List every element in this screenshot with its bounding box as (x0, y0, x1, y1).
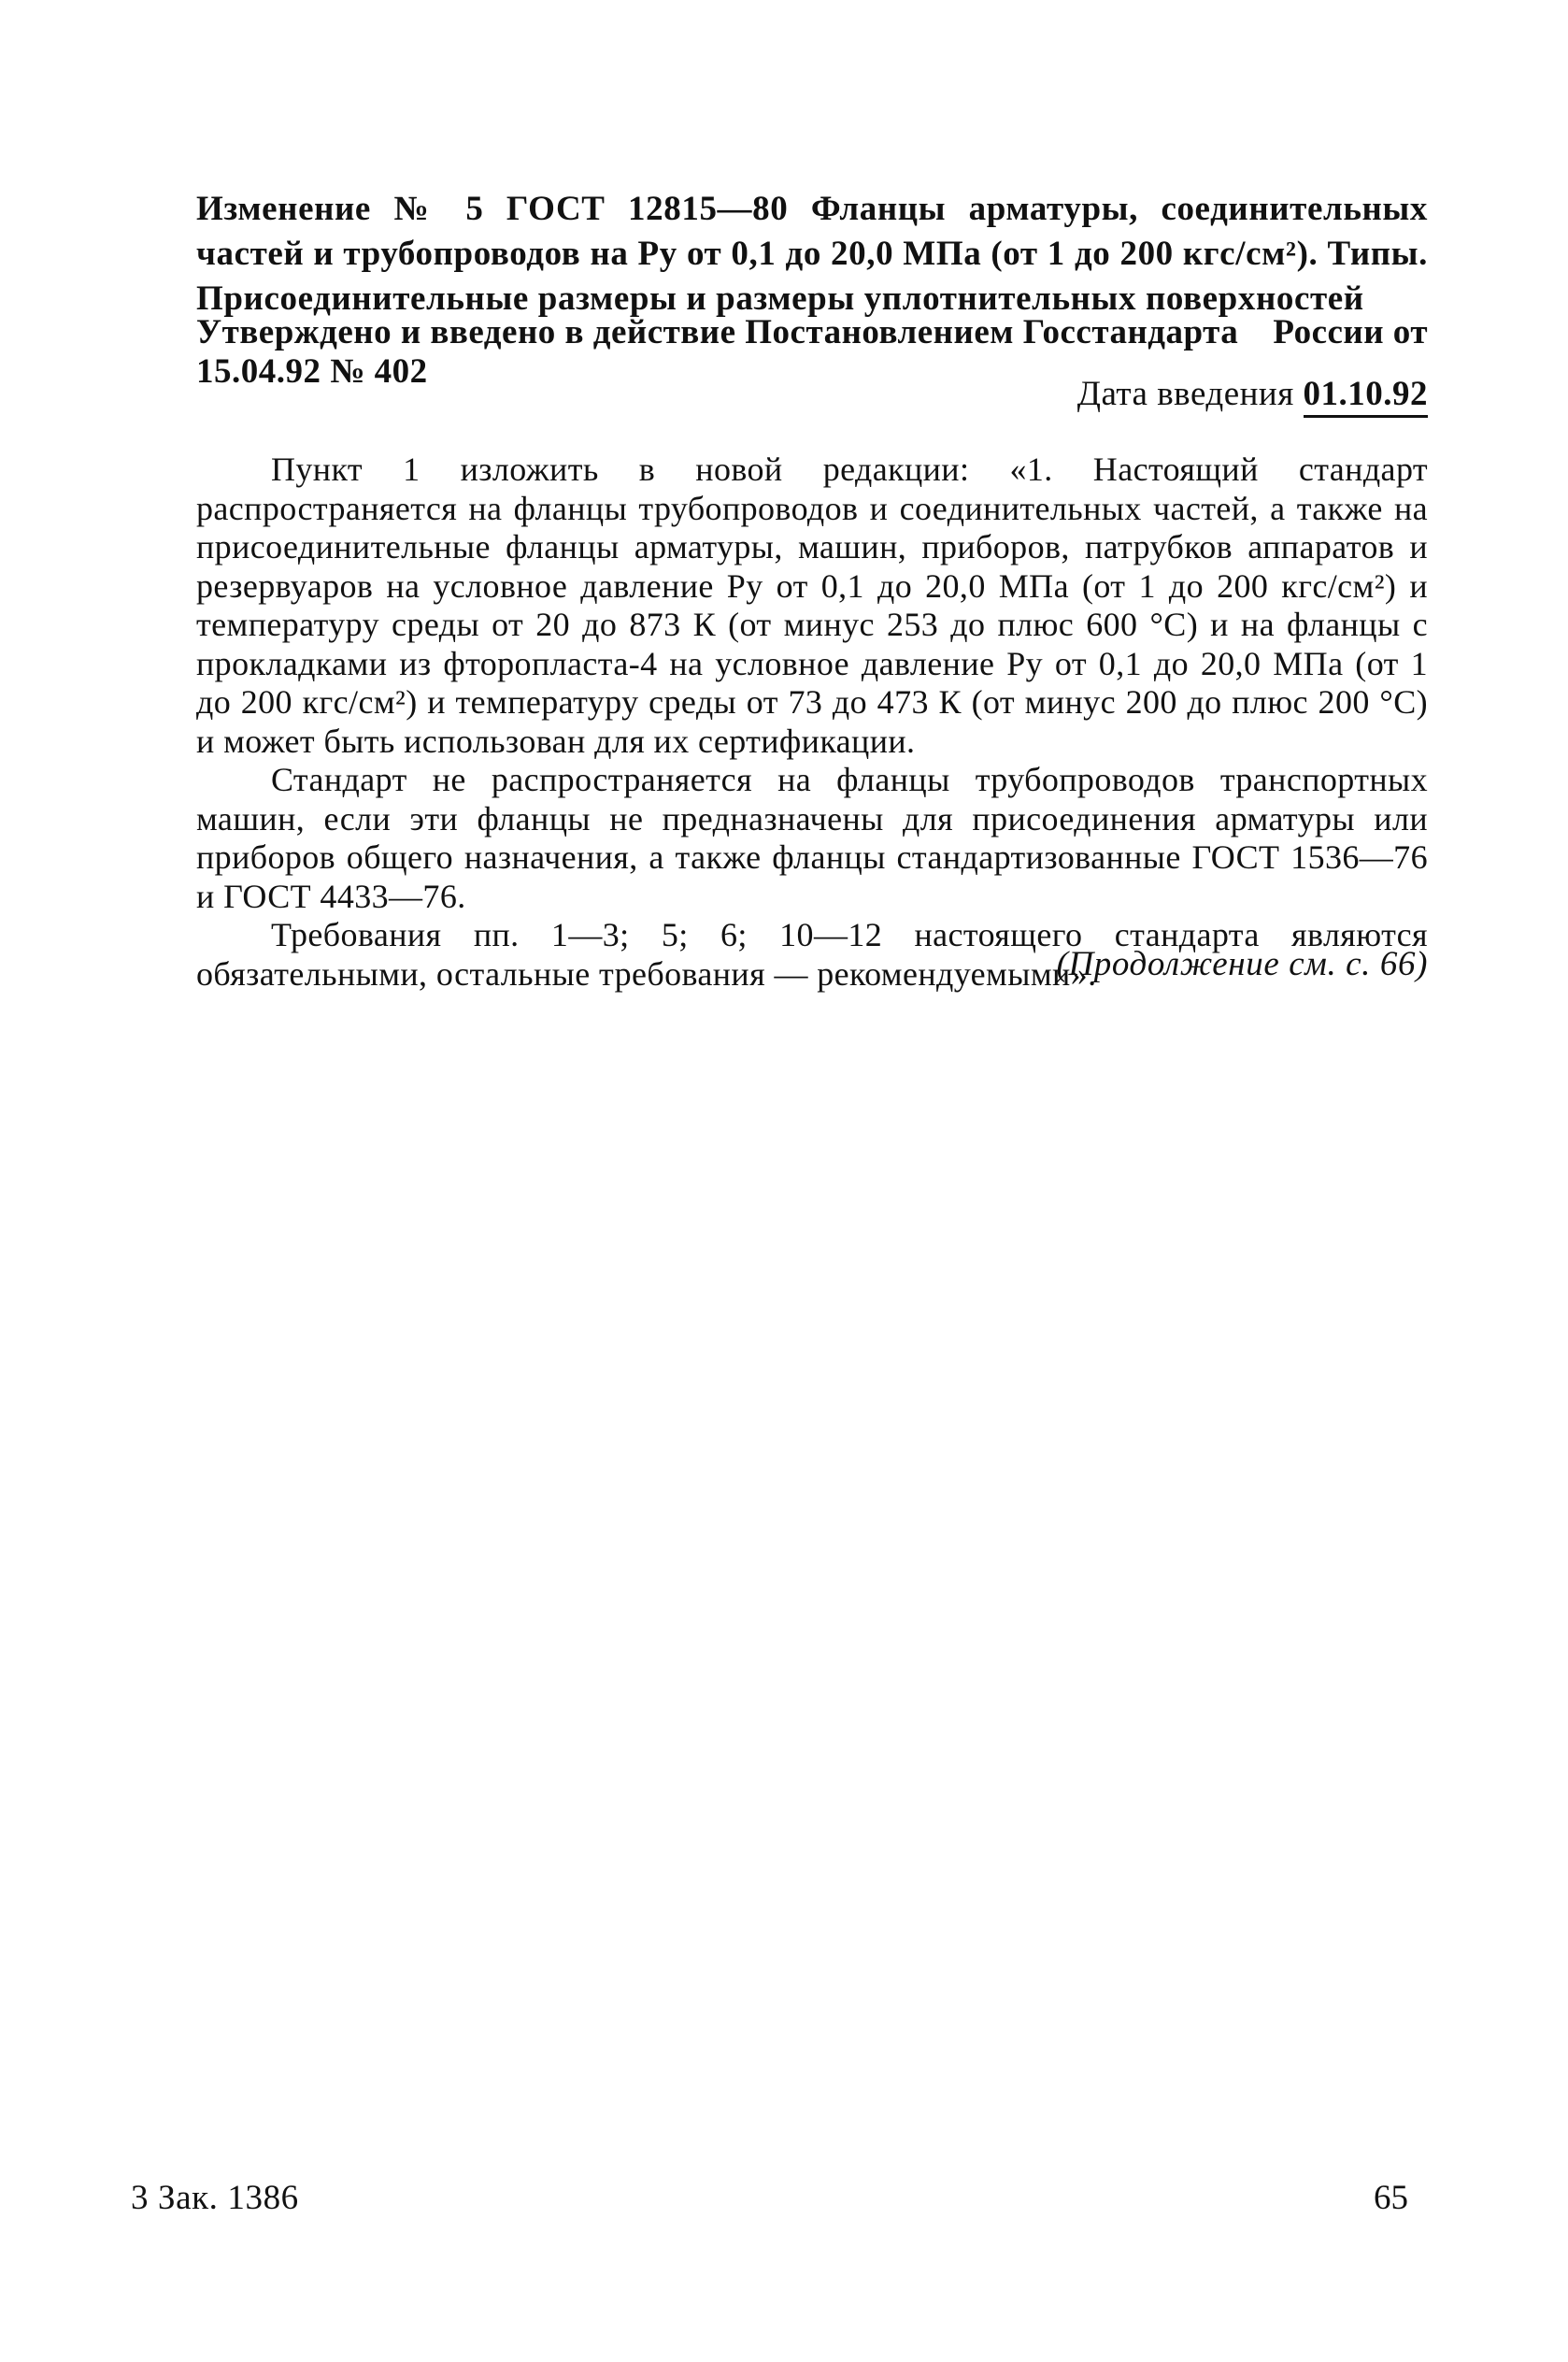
page-number: 65 (1374, 2179, 1408, 2217)
approval-line-1 (196, 313, 1428, 352)
effective-date-label: Дата введения (1076, 375, 1294, 413)
continuation-note: (Продолжение см. с. 66) (1056, 945, 1428, 983)
paragraph-2: Стандарт не распространяется на фланцы трубопроводов транспортных машин, если эти фланцы не предназначены для присоединения арматуры или приборов общего назначения, а также фланцы стандартизованные ГОСТ 1536—76 и ГОСТ 4433—76. (196, 761, 1428, 915)
effective-date-value: 01.10.92 (1304, 375, 1429, 418)
paragraph-3: Требования пп. 1—3; 5; 6; 10—12 настоящего стандарта являются обязательными, остальные требования — рекомендуемыми». (196, 916, 1428, 993)
effective-date-line (0, 374, 1428, 414)
footer-order-number: 3 Зак. 1386 (131, 2179, 299, 2217)
approval-country: России от (1273, 313, 1428, 351)
approval-text: Утверждено и введено в действие Постановлением Госстандарта (196, 313, 1239, 351)
paragraph-1: Пункт 1 изложить в новой редакции: «1. Настоящий стандарт распространяется на фланцы трубопроводов и соединительных частей, а также на присоединительные фланцы арматуры, машин, приборов, патрубков аппаратов и резервуаров на условное давление Pу от 0,1 до 20,0 МПа (от 1 до 200 кгс/см²) и температуру среды от 20 до 873 К (от минус 253 до плюс 600 °С) и на фланцы с прокладками из фторопласта-4 на условное давление Pу от 0,1 до 20,0 МПа (от 1 до 200 кгс/см²) и температуру среды от 73 до 473 К (от минус 200 до плюс 200 °С) и может быть использован для их сертификации. (196, 451, 1428, 760)
body-text (196, 451, 1428, 994)
approval-decree-number: 15.04.92 № 402 (196, 352, 428, 391)
amendment-title: Изменение № 5 ГОСТ 12815—80 Фланцы арматуры, соединительных частей и трубопроводов на Pу от 0,1 до 20,0 МПа (от 1 до 200 кгс/см²). Типы. Присоединительные размеры и размеры уплотнительных поверхностей (196, 190, 1428, 318)
